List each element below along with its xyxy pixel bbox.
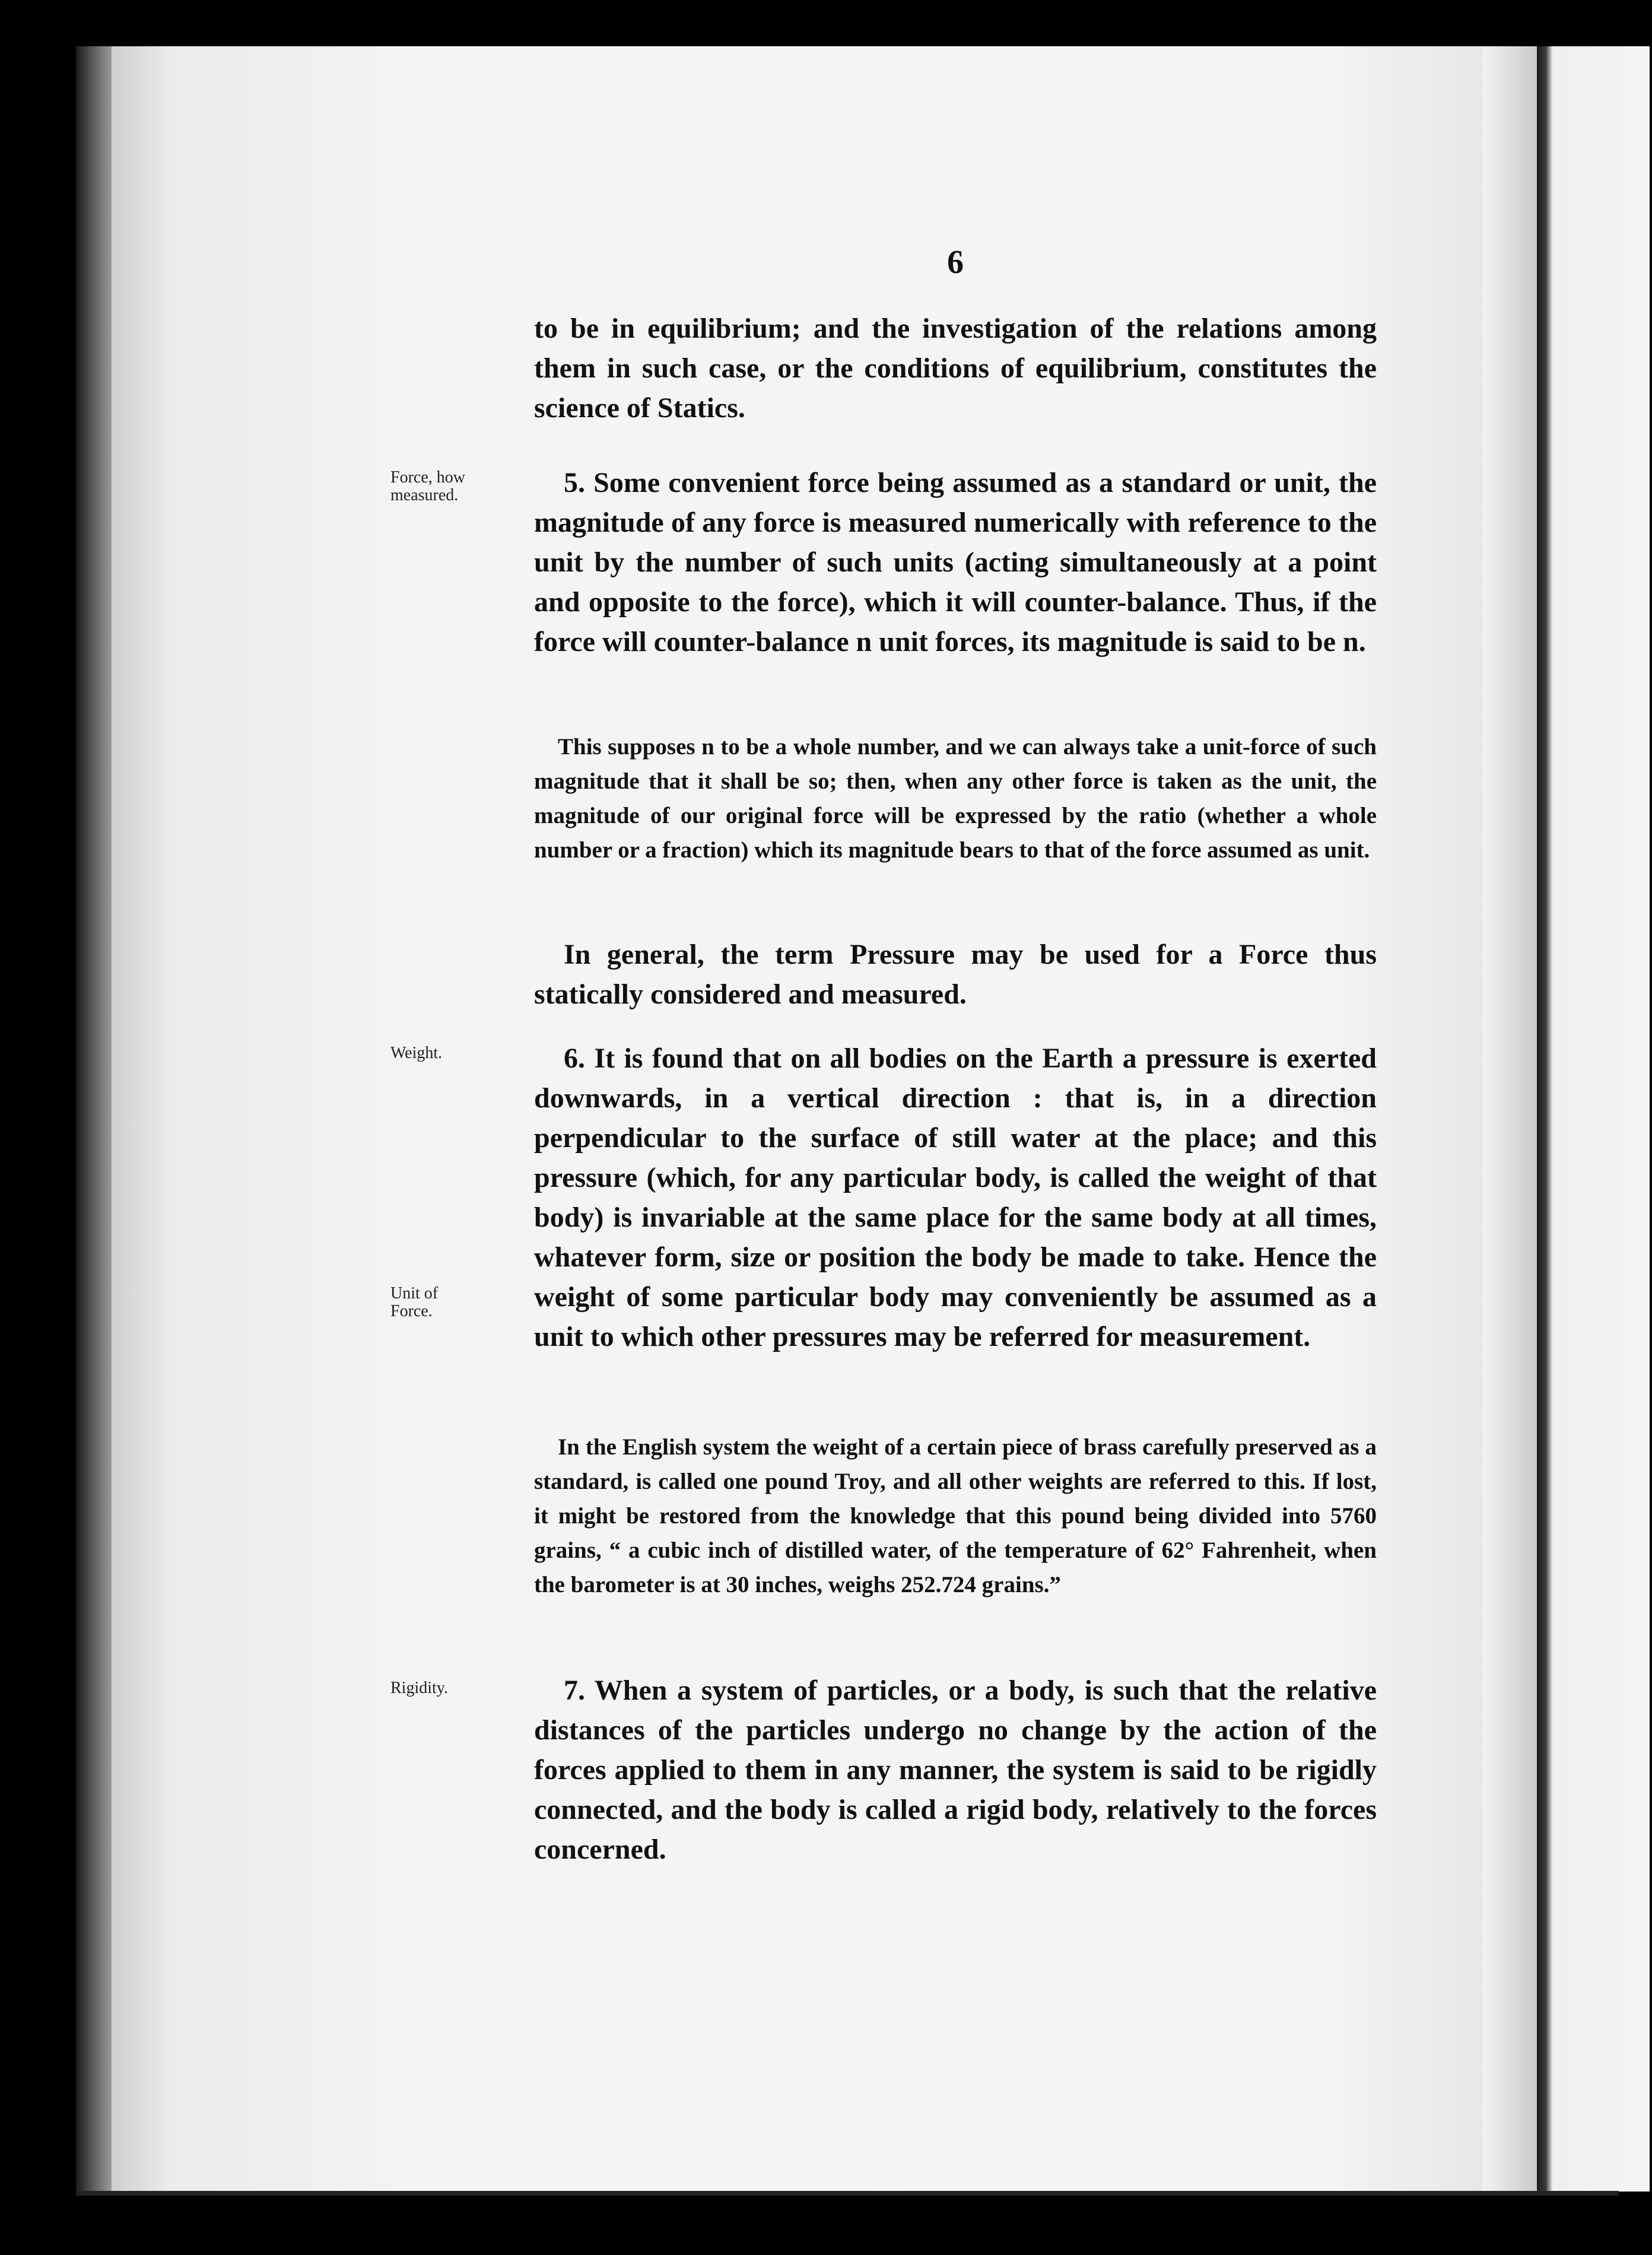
section-6-note-text: In the English system the weight of a certain piece of brass carefully preserved as a standard, is called one pound Troy, and all other weights are referred to this. If lost, it might be restored from the knowledge that this pound being divided into 5760 grains, “ a cubic inch of distilled water, of the temperature of 62° Fahrenheit, when the barometer is at 30 inches, weighs 252.724 grains.” xyxy=(534,1434,1377,1597)
section-5-text: 5. Some convenient force being assumed as a standard or unit, the magnitude of any force is measured numerically with reference to the unit by the number of such units (acting simultaneously at a point and opposite to the force), which it will counter-balance. Thus, if the force will counter-balance n unit forces, its magnitude is said to be n. xyxy=(534,467,1377,658)
section-5-note-text: This supposes n to be a whole number, and we can always take a unit-force of such magnitude that it shall be so; then, when any other force is taken as the unit, the magnitude of our original force will be expressed by the ratio (whether a whole number or a fraction) which its magnitude bears to that of the force assumed as unit. xyxy=(534,734,1377,863)
margin-note-force-line1: Force, how xyxy=(390,468,465,487)
page-number: 6 xyxy=(947,244,964,281)
margin-note-weight-text: Weight. xyxy=(390,1044,443,1062)
book-spine-edge xyxy=(76,46,112,2194)
section-7-paragraph xyxy=(534,1670,1377,1869)
opening-paragraph xyxy=(534,309,1377,428)
section-5-note xyxy=(534,730,1377,868)
section-6-text: 6. It is found that on all bodies on the Earth a pressure is exerted downwards, in a vertical direction : that is, in a direction perpendicular to the surface of still water at the place; and this pressure (which, for any particular body, is called the weight of that body) is invariable at the same place for the same body at all times, whatever form, size or position the body be made to take. Hence the weight of some particular body may conveniently be assumed as a unit to which other pressures may be referred for measurement. xyxy=(534,1043,1377,1352)
margin-note-unit-line1: Unit of xyxy=(390,1284,439,1303)
section-6-paragraph xyxy=(534,1038,1377,1357)
adjacent-page-edge xyxy=(1537,46,1650,2192)
section-5-paragraph xyxy=(534,463,1377,662)
margin-note-force-measured xyxy=(390,469,527,504)
pressure-paragraph xyxy=(534,935,1377,1014)
margin-note-force-line2: measured. xyxy=(390,486,459,504)
section-6-note xyxy=(534,1430,1377,1602)
margin-note-unit-line2: Force. xyxy=(390,1302,433,1320)
bottom-shadow xyxy=(76,2191,1619,2196)
margin-note-rigidity xyxy=(390,1679,527,1697)
margin-note-rigidity-text: Rigidity. xyxy=(390,1679,448,1697)
opening-text: to be in equilibrium; and the investigation of the relations among them in such case, or the conditions of equilibrium, constitutes the science of Statics. xyxy=(534,313,1377,424)
pressure-text: In general, the term Pressure may be used for a Force thus statically considered and measured. xyxy=(534,939,1377,1010)
section-7-text: 7. When a system of particles, or a body, is such that the relative distances of the particles undergo no change by the action of the forces applied to them in any manner, the system is said to be rigidly connected, and the body is called a rigid body, relatively to the forces concerned. xyxy=(534,1675,1377,1865)
margin-note-weight xyxy=(390,1044,527,1062)
margin-note-unit-of-force xyxy=(390,1285,527,1320)
